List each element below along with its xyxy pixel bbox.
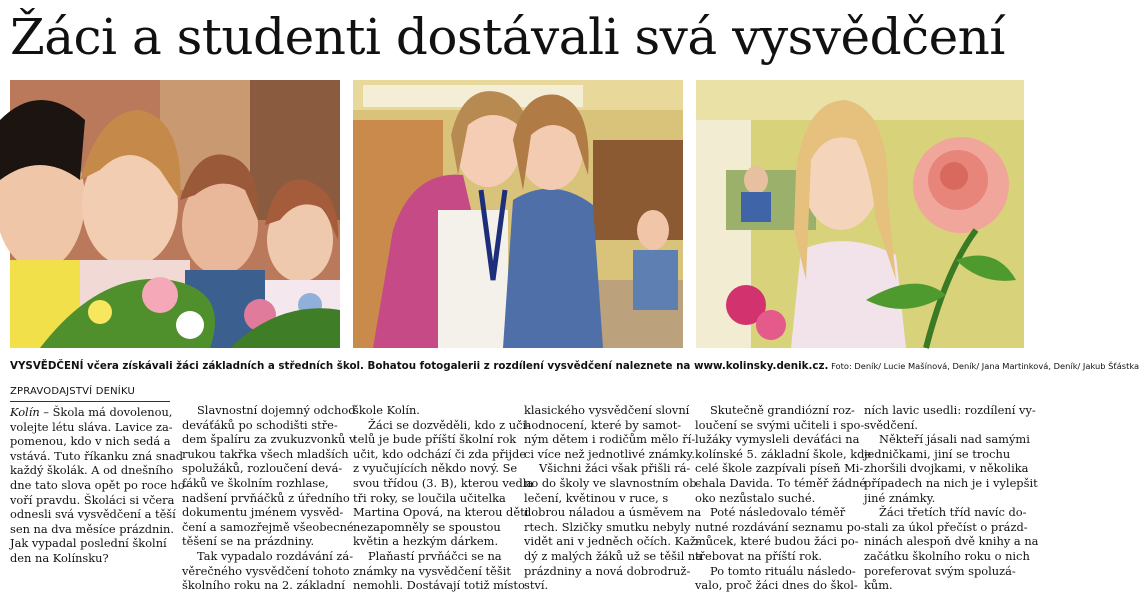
article-line: dokumentu jménem vysvěd- — [182, 505, 344, 520]
article-line: chala Davida. To téměř žádné — [695, 475, 867, 490]
article-line: škole Kolín. — [353, 403, 420, 417]
article-line: jedničkami, jiní se trochu — [864, 446, 1011, 461]
article-line: nezapomněly se spoustou — [353, 519, 501, 534]
article-line: volejte létu sláva. Lavice za- — [10, 419, 173, 434]
article-line: voří pravdu. Školáci si včera — [10, 492, 175, 507]
article-line: Kolín – Škola má dovolenou, — [10, 405, 173, 419]
article-line: poreferovat svým spoluzá- — [864, 563, 1016, 578]
article-line: Slavnostní dojemný odchod — [197, 403, 356, 417]
article-line: ci více než jednotlivé známky. — [524, 446, 695, 461]
article-line: pomenou, kdo v nich sedá a — [10, 434, 171, 449]
article-line: čení a samozřejmě všeobecné — [182, 519, 354, 534]
dateline: Kolín — [10, 405, 40, 419]
article-line: loučení se svými učiteli i spo- — [695, 417, 865, 432]
article-column-5 — [695, 403, 872, 593]
article-line: těšení se na prázdniny. — [182, 534, 315, 549]
article-line: svou třídou (3. B), kterou vedla — [353, 475, 534, 490]
article-line: stali za úkol přečíst o prázd- — [864, 519, 1028, 534]
article-line: ních lavic usedli: rozdílení vy- — [864, 403, 1036, 417]
article-line: věrečného vysvědčení tohoto — [182, 563, 350, 578]
article-line: Plaňastí prvňáčci se na — [368, 548, 502, 563]
article-line: rtech. Slzičky smutku nebyly — [524, 519, 691, 534]
article-line: lužáky vymysleli deváťáci na — [695, 432, 860, 447]
article-line: rukou takřka všech mladších — [182, 446, 349, 461]
article-line: svědčení. — [864, 417, 919, 432]
article-column-1 — [10, 405, 189, 565]
article-line: známky na vysvědčení těšit — [353, 563, 511, 578]
article-line: sen na dva měsíce prázdnin. — [10, 521, 174, 536]
article-line: Jak vypadal poslední školní — [10, 536, 167, 551]
article-line: Žáci třetích tříd navíc do- — [879, 505, 1027, 520]
article-line: spolužáků, rozloučení devá- — [182, 461, 343, 476]
article-line: dobrou náladou a úsměvem na — [524, 505, 702, 520]
article-line: den na Kolínsku? — [10, 550, 109, 565]
article-line: vstává. Tuto říkanku zná snad — [10, 448, 184, 463]
article-line: učit, kdo odchází či zda přijde — [353, 446, 527, 461]
article-column-6 — [864, 403, 1039, 593]
article-line: třebovat na příští rok. — [695, 548, 822, 563]
article-line: Někteří jásali nad samými — [879, 432, 1030, 447]
article-line: ninách alespoň dvě knihy a na — [864, 534, 1039, 549]
photo-two-girls-classroom — [353, 80, 683, 348]
article-line: kolínské 5. základní škole, kde — [695, 446, 872, 461]
photo-girl-with-rose — [696, 80, 1024, 348]
article-line: můcek, které budou žáci po- — [695, 534, 859, 549]
article-line: nadšení prvňáčků z úředního — [182, 490, 350, 505]
article-line: Poté následovalo téměř — [710, 505, 846, 520]
article-line: Skutečně grandiózní roz- — [710, 403, 855, 417]
caption-text: včera získávali žáci základních a středních škol. Bohatou fotogalerii z rozdílení vysvědčení naleznete na www.kolinsky.denik.cz. — [83, 360, 829, 372]
article-line: hodnocení, které by samot- — [524, 417, 682, 432]
article-line: prázdniny a nová dobrodruž- — [524, 563, 691, 578]
caption-lead: VYSVĚDČENÍ — [10, 360, 84, 372]
article-line: tři roky, se loučila učitelka — [353, 490, 506, 505]
section-label: ZPRAVODAJSTVÍ DENÍKU — [10, 385, 170, 402]
article-line: lečení, květinou v ruce, s — [524, 490, 669, 505]
article-line: Žáci se dozvěděli, kdo z uči- — [368, 417, 530, 432]
article-line: z vyučujících někdo nový. Se — [353, 461, 518, 476]
article-line: jiné známky. — [864, 490, 936, 505]
article-line: Všichni žáci však přišli rá- — [539, 461, 691, 476]
article-line: valo, proč žáci dnes do škol- — [695, 578, 858, 593]
article-line: dne tato slova opět po roce ho- — [10, 477, 189, 492]
article-line: dem špalíru za zvukuzvonků v — [182, 432, 356, 447]
article-line: telů je bude příští školní rok — [353, 432, 517, 447]
article-line: začátku školního roku o nich — [864, 548, 1030, 563]
article-line: vidět ani v jedněch očích. Kaž- — [524, 534, 700, 549]
article-line: školního roku na 2. základní — [182, 578, 345, 593]
article-column-2 — [182, 403, 356, 593]
article-line: Martina Opová, na kterou děti — [353, 505, 529, 520]
article-line: květin a hezkým dárkem. — [353, 534, 499, 549]
article-line: zhoršili dvojkami, v několika — [864, 461, 1029, 476]
article-line: fáků ve školním rozhlase, — [182, 475, 329, 490]
article-line: dý z malých žáků už se těšil na — [524, 548, 702, 563]
article-line: nemohli. Dostávají totiž místo — [353, 578, 525, 593]
article-column-4 — [524, 403, 702, 593]
headline: Žáci a studenti dostávali svá vysvědčení — [10, 8, 1005, 66]
photo-caption — [10, 357, 1139, 375]
article-line: ným dětem i rodičům mělo ří- — [524, 432, 696, 447]
article-line: odnesli svá vysvědčení a těší — [10, 507, 176, 522]
article-line: celé škole zazpívali píseň Mi- — [695, 461, 864, 476]
article-column-3 — [353, 403, 534, 593]
article-line: klasického vysvědčení slovní — [524, 403, 690, 417]
article-line: každý školák. A od dnešního — [10, 463, 174, 478]
photo-girls-with-flowers — [10, 80, 340, 348]
article-line: kům. — [864, 578, 893, 593]
article-line: případech na nich je i vylepšit — [864, 475, 1038, 490]
article-line: no do školy ve slavnostním ob- — [524, 475, 701, 490]
article-line: ství. — [524, 578, 549, 593]
article-line: deváťáků po schodišti stře- — [182, 417, 338, 432]
caption-credit: Foto: Deník/ Lucie Mašínová, Deník/ Jana Martinková, Deník/ Jakub Šťástka — [828, 361, 1139, 371]
article-line: Tak vypadalo rozdávání zá- — [197, 548, 354, 563]
article-line: Po tomto rituálu následo- — [710, 563, 856, 578]
article-line: nutné rozdávání seznamu po- — [695, 519, 865, 534]
article-line: oko nezůstalo suché. — [695, 490, 816, 505]
